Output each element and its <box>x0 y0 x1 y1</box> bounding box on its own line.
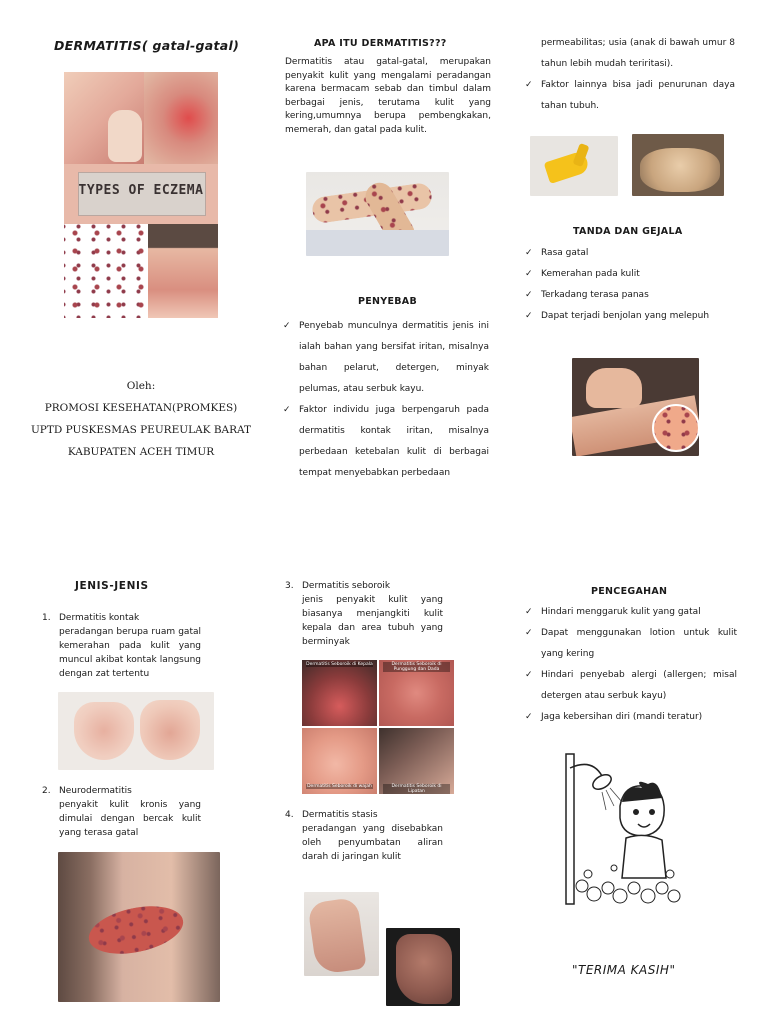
seb-caption-2: Dermatitis Seboroik di Punggung dan Dada <box>383 662 450 672</box>
symptoms-list <box>525 243 735 327</box>
definition-text: Dermatitis atau gatal-gatal, merupakan penyakit kulit yang mengalami peradangan karena bermacam sebab dan timbul dalam berbagai jenis, terutama kulit yang kering,umumnya berupa pembengkakan, memerah, dan gatal pada kulit. <box>285 57 491 135</box>
type-number: 2. <box>42 786 51 796</box>
sawdust-photo <box>632 134 724 196</box>
causes-continued-text: permeabilitas; usia (anak di bawah umur 8 tahun lebih mudah teriritasi). <box>541 38 735 69</box>
type-number: 3. <box>285 581 294 591</box>
symptom-item: ✓ Rasa gatal <box>525 243 735 264</box>
seb-caption-3: Dermatitis Seboroik di wajah <box>307 784 372 789</box>
cause-item: ✓ Penyebab munculnya dermatitis jenis ini ialah bahan yang bersifat iritan, misalnya bahan pelarut, detergen, minyak pelumas, atau serbuk kayu. <box>283 316 489 400</box>
what-is-heading: APA ITU DERMATITIS??? <box>314 38 447 49</box>
type-title: Neurodermatitis <box>59 786 132 796</box>
prevention-item: ✓ Dapat menggunakan lotion untuk kulit yang kering <box>525 623 737 665</box>
type-item-3 <box>285 579 443 649</box>
cover-banner-text: TYPES OF ECZEMA <box>78 183 204 198</box>
type-desc: penyakit kulit kronis yang dimulai dengan bercak kulit yang terasa gatal <box>59 800 201 838</box>
types-heading: JENIS-JENIS <box>75 580 149 592</box>
foot-shape-1 <box>307 897 367 975</box>
shower-boy-svg <box>562 748 686 912</box>
leg-shape-stasis <box>396 934 452 1004</box>
seborrheic-collage <box>302 660 454 794</box>
eczema-cover-image <box>64 72 218 318</box>
legs-rash-photo <box>306 172 449 256</box>
type-number: 4. <box>285 810 294 820</box>
type-number: 1. <box>42 613 51 623</box>
bedsheet <box>306 230 449 256</box>
prevention-item: ✓ Jaga kebersihan diri (mandi teratur) <box>525 707 737 728</box>
closing-text: "TERIMA KASIH" <box>572 963 676 977</box>
symptom-item: ✓ Kemerahan pada kulit <box>525 264 735 285</box>
type-item-1 <box>42 611 201 681</box>
stasis-photo-feet <box>304 892 379 976</box>
hand-shape <box>586 368 642 408</box>
eczema-photo-red-patch <box>144 72 218 164</box>
causes-heading: PENYEBAB <box>358 296 418 307</box>
contact-dermatitis-photo <box>58 692 214 770</box>
causes-continued-list <box>525 75 735 117</box>
symptom-item: ✓ Terkadang terasa panas <box>525 285 735 306</box>
cause-item: ✓ Faktor individu juga berpengaruh pada dermatitis kontak iritan, misalnya perbedaan ketebalan kulit di berbagai tempat menyebabkan perbedaan <box>283 400 489 484</box>
magnified-rash-circle <box>652 404 699 452</box>
hand-shape <box>108 110 142 162</box>
brochure-title: DERMATITIS( gatal-gatal) <box>54 38 240 53</box>
symptoms-heading: TANDA DAN GEJALA <box>573 226 683 237</box>
detergent-photo <box>530 136 618 196</box>
type-desc: jenis penyakit kulit yang biasanya menjangkiti kulit kepala dan area tubuh yang berminyak <box>302 595 443 647</box>
palm-right <box>140 700 200 760</box>
palm-left <box>74 702 134 760</box>
symptom-item: ✓ Dapat terjadi benjolan yang melepuh <box>525 306 735 327</box>
shower-boy-illustration <box>562 748 686 912</box>
stasis-photo-leg <box>386 928 460 1006</box>
cause-item: ✓ Faktor lainnya bisa jadi penurunan daya tahan tubuh. <box>525 75 735 117</box>
cover-banner <box>64 164 218 224</box>
org-line-1: PROMOSI KESEHATAN(PROMKES) <box>44 402 238 414</box>
org-line-2: UPTD PUSKESMAS PEUREULAK BARAT <box>30 424 252 436</box>
eczema-photo-neck <box>148 224 218 318</box>
prevention-item: ✓ Hindari penyebab alergi (allergen; misal detergen atau serbuk kayu) <box>525 665 737 707</box>
org-line-3: KABUPATEN ACEH TIMUR <box>67 446 215 458</box>
type-item-2 <box>42 784 201 840</box>
prevention-heading: PENCEGAHAN <box>591 586 668 597</box>
causes-list <box>283 316 489 484</box>
type-desc: peradangan berupa ruam gatal kemerahan pada kulit yang muncul akibat kontak langsung dengan zat tertentu <box>59 627 201 679</box>
type-item-4 <box>285 808 443 864</box>
type-title: Dermatitis seboroik <box>302 581 391 591</box>
seb-photo-scalp <box>302 660 377 726</box>
scratching-arm-photo <box>572 358 699 456</box>
by-label: Oleh: <box>126 380 156 392</box>
type-desc: peradangan yang disebabkan oleh penyumbatan aliran darah di jaringan kulit <box>302 824 443 862</box>
seb-caption-4: Dermatitis Seboroik di Lipatan <box>383 784 450 794</box>
prevention-list <box>525 602 737 728</box>
type-title: Dermatitis stasis <box>302 810 378 820</box>
prevention-item: ✓ Hindari menggaruk kulit yang gatal <box>525 602 737 623</box>
neurodermatitis-photo <box>58 852 220 1002</box>
sawdust-pile <box>640 148 720 192</box>
neuro-rash-patch <box>84 899 187 962</box>
type-title: Dermatitis kontak <box>59 613 140 623</box>
seb-caption-1: Dermatitis Seboroik di Kepala <box>306 662 373 667</box>
eczema-photo-arm <box>64 224 148 318</box>
